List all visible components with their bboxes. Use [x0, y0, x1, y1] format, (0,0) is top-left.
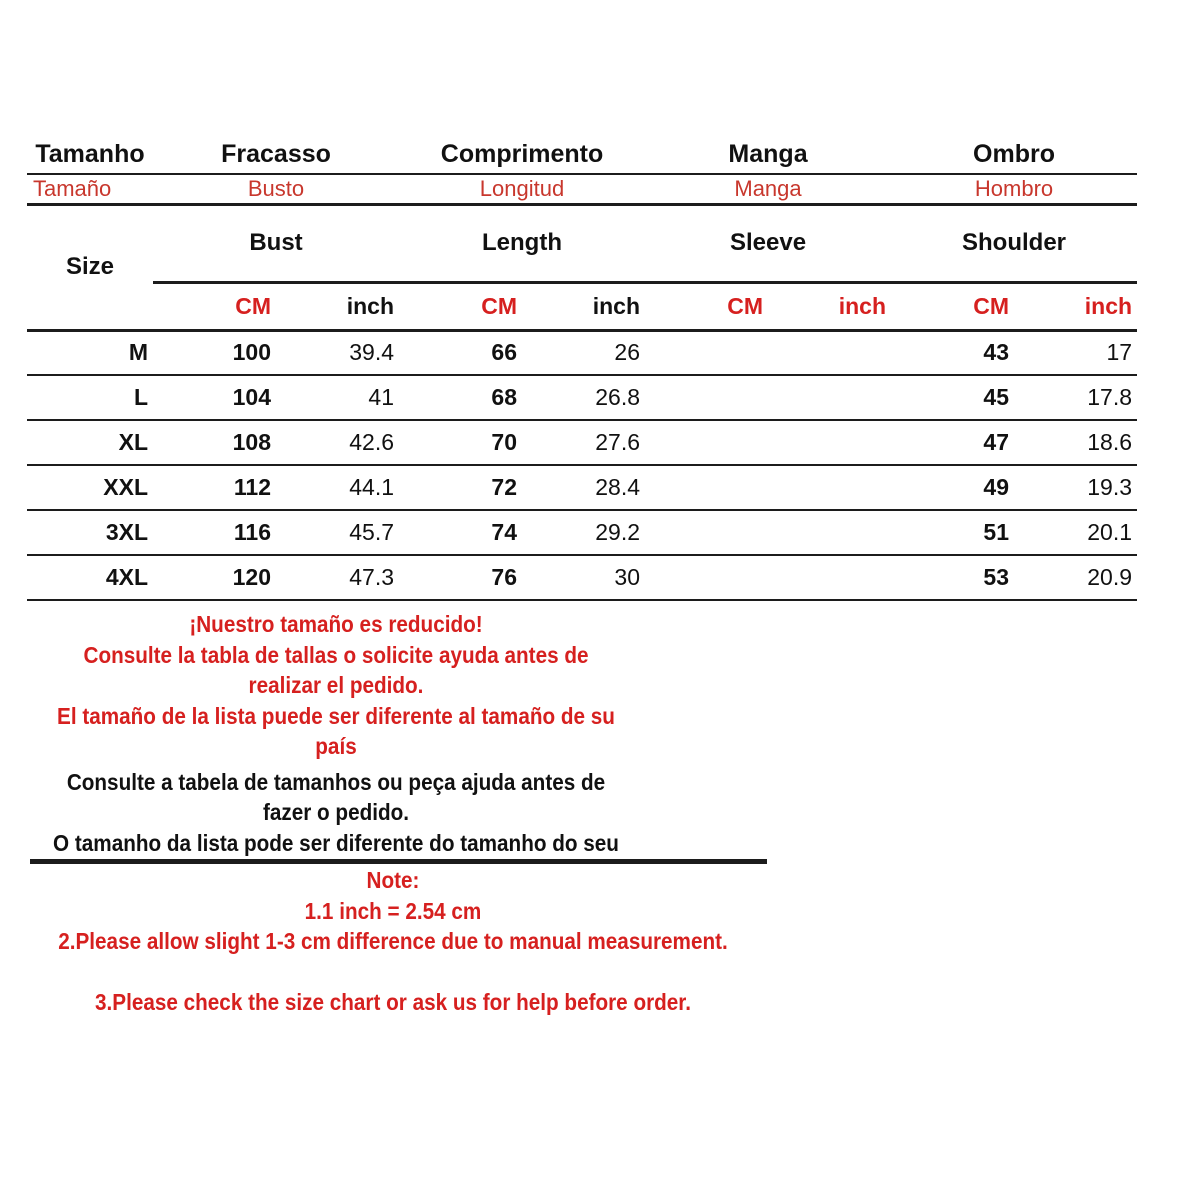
sleeve-inch: [768, 330, 891, 375]
unit-bust-inch: inch: [276, 282, 399, 330]
size-label: L: [27, 375, 153, 420]
header-manga-es: Manga: [645, 174, 891, 204]
size-row-m: [27, 330, 1137, 375]
length-cm: 76: [399, 555, 522, 600]
shoulder-inch: 20.9: [1014, 555, 1137, 600]
note-spanish: [34, 609, 639, 762]
size-row-xxl: [27, 465, 1137, 510]
header-manga-pt: Manga: [645, 135, 891, 174]
header-ombro: Ombro: [891, 135, 1137, 174]
header-row-english: [27, 204, 1137, 282]
header-tamanho: Tamanho: [27, 135, 153, 174]
note-line: El tamaño de la lista puede ser diferente al tamaño de su: [57, 702, 615, 729]
bust-inch: 42.6: [276, 420, 399, 465]
length-cm: 70: [399, 420, 522, 465]
bust-inch: 45.7: [276, 510, 399, 555]
shoulder-cm: 51: [891, 510, 1014, 555]
note-line: O tamanho da lista pode ser diferente do tamanho do seu: [53, 829, 619, 856]
note-line: realizar el pedido.: [248, 672, 424, 698]
length-inch: 30: [522, 555, 645, 600]
note-line: Consulte la tabla de tallas o solicite ayuda antes de: [83, 641, 589, 668]
header-sleeve: Sleeve: [645, 204, 891, 282]
bust-cm: 120: [153, 555, 276, 600]
note-line: fazer o pedido.: [262, 799, 410, 825]
bust-inch: 41: [276, 375, 399, 420]
header-tamano: Tamaño: [27, 174, 153, 204]
bust-inch: 44.1: [276, 465, 399, 510]
notes-section: [0, 609, 1200, 1017]
sleeve-cm: [645, 555, 768, 600]
length-cm: 72: [399, 465, 522, 510]
note-line: ¡Nuestro tamaño es reducido!: [189, 611, 483, 637]
unit-length-cm: CM: [399, 282, 522, 330]
shoulder-cm: 53: [891, 555, 1014, 600]
note-portuguese: [34, 767, 639, 859]
unit-length-inch: inch: [522, 282, 645, 330]
note-line: 1.1 inch = 2.54 cm: [304, 897, 482, 924]
sleeve-cm: [645, 330, 768, 375]
shoulder-inch: 18.6: [1014, 420, 1137, 465]
shoulder-cm: 47: [891, 420, 1014, 465]
unit-shoulder-inch: inch: [1014, 282, 1137, 330]
note-english: [39, 865, 746, 1017]
bust-cm: 104: [153, 375, 276, 420]
length-cm: 66: [399, 330, 522, 375]
bust-inch: 39.4: [276, 330, 399, 375]
header-size: Size: [27, 204, 153, 330]
header-hombro: Hombro: [891, 174, 1137, 204]
header-row-spanish: [27, 174, 1137, 204]
sleeve-inch: [768, 465, 891, 510]
unit-bust-cm: CM: [153, 282, 276, 330]
sleeve-inch: [768, 375, 891, 420]
shoulder-cm: 45: [891, 375, 1014, 420]
size-row-xl: [27, 420, 1137, 465]
unit-sleeve-inch: inch: [768, 282, 891, 330]
size-row-l: [27, 375, 1137, 420]
size-label: XXL: [27, 465, 153, 510]
shoulder-inch: 20.1: [1014, 510, 1137, 555]
unit-row: [27, 282, 1137, 330]
bust-cm: 108: [153, 420, 276, 465]
bust-cm: 100: [153, 330, 276, 375]
sleeve-cm: [645, 510, 768, 555]
sleeve-cm: [645, 465, 768, 510]
sleeve-cm: [645, 420, 768, 465]
header-length: Length: [399, 204, 645, 282]
header-busto: Busto: [153, 174, 399, 204]
shoulder-inch: 19.3: [1014, 465, 1137, 510]
size-row-4xl: [27, 555, 1137, 600]
length-inch: 28.4: [522, 465, 645, 510]
size-label: XL: [27, 420, 153, 465]
note-line: 2.Please allow slight 1-3 cm difference due to manual measurement.: [58, 928, 728, 954]
sleeve-inch: [768, 510, 891, 555]
length-inch: 26: [522, 330, 645, 375]
size-label: M: [27, 330, 153, 375]
sleeve-cm: [645, 375, 768, 420]
unit-shoulder-cm: CM: [891, 282, 1014, 330]
size-label: 3XL: [27, 510, 153, 555]
size-row-3xl: [27, 510, 1137, 555]
unit-sleeve-cm: CM: [645, 282, 768, 330]
header-fracasso: Fracasso: [153, 135, 399, 174]
shoulder-inch: 17.8: [1014, 375, 1137, 420]
shoulder-cm: 49: [891, 465, 1014, 510]
header-longitud: Longitud: [399, 174, 645, 204]
header-bust: Bust: [153, 204, 399, 282]
length-cm: 68: [399, 375, 522, 420]
divider-double-line: [30, 859, 767, 864]
sleeve-inch: [768, 420, 891, 465]
bust-cm: 112: [153, 465, 276, 510]
length-inch: 26.8: [522, 375, 645, 420]
shoulder-cm: 43: [891, 330, 1014, 375]
bust-inch: 47.3: [276, 555, 399, 600]
header-row-portuguese: [27, 135, 1137, 174]
shoulder-inch: 17: [1014, 330, 1137, 375]
sleeve-inch: [768, 555, 891, 600]
size-label: 4XL: [27, 555, 153, 600]
header-comprimento: Comprimento: [399, 135, 645, 174]
length-inch: 29.2: [522, 510, 645, 555]
header-shoulder: Shoulder: [891, 204, 1137, 282]
bust-cm: 116: [153, 510, 276, 555]
note-title: Note:: [366, 867, 420, 893]
note-line: Consulte a tabela de tamanhos ou peça ajuda antes de: [66, 768, 606, 795]
length-inch: 27.6: [522, 420, 645, 465]
note-line: país: [315, 733, 357, 759]
length-cm: 74: [399, 510, 522, 555]
size-chart-table: [27, 135, 1137, 601]
note-line: 3.Please check the size chart or ask us for help before order.: [95, 988, 691, 1015]
